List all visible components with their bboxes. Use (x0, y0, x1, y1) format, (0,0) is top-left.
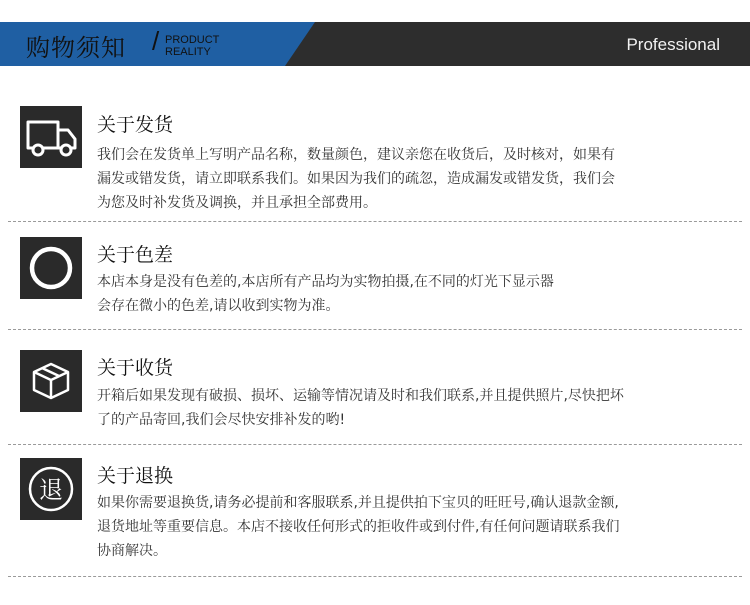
section-body (97, 384, 727, 432)
body-line: 开箱后如果发现有破损、损坏、运输等情况请及时和我们联系,并且提供照片,尽快把坏 (97, 388, 624, 404)
divider (8, 221, 742, 222)
body-line: 漏发或错发货，请立即联系我们。如果因为我们的疏忽，造成漏发或错发货，我们会 (97, 171, 615, 187)
title-slash: / (152, 26, 160, 56)
title-subtitle (165, 34, 219, 58)
subtitle-line-2: REALITY (165, 46, 211, 58)
page-title: 购物须知 (26, 34, 126, 62)
section-title: 关于色差 (97, 244, 174, 266)
body-line: 我们会在发货单上写明产品名称，数量颜色，建议亲您在收货后，及时核对，如果有 (97, 147, 615, 163)
return-icon (20, 458, 82, 520)
body-line: 为您及时补发货及调换，并且承担全部费用。 (97, 195, 377, 211)
body-line: 协商解决。 (97, 543, 167, 559)
box-icon (20, 350, 82, 412)
subtitle-line-1: PRODUCT (165, 34, 220, 46)
section-title: 关于发货 (97, 114, 174, 136)
truck-icon (20, 106, 82, 168)
section-title: 关于退换 (97, 465, 174, 487)
body-line: 本店本身是没有色差的,本店所有产品均为实物拍摄,在不同的灯光下显示器 (97, 274, 554, 290)
section-title: 关于收货 (97, 357, 174, 379)
banner-right-label: Professional (626, 35, 720, 54)
divider (8, 444, 742, 445)
body-line: 退货地址等重要信息。本店不接收任何形式的拒收件或到付件,有任何问题请联系我们 (97, 519, 620, 535)
return-icon-glyph: 退 (39, 476, 63, 504)
header-banner (0, 22, 750, 66)
section-body (97, 270, 727, 318)
circle-icon (20, 237, 82, 299)
body-line: 了的产品寄回,我们会尽快安排补发的哟! (97, 412, 346, 428)
section-body (97, 491, 727, 563)
body-line: 如果你需要退换货,请务必提前和客服联系,并且提供拍下宝贝的旺旺号,确认退款金额, (97, 495, 619, 511)
body-line: 会存在微小的色差,请以收到实物为准。 (97, 298, 340, 314)
divider (8, 576, 742, 577)
section-body (97, 143, 727, 215)
divider (8, 329, 742, 330)
